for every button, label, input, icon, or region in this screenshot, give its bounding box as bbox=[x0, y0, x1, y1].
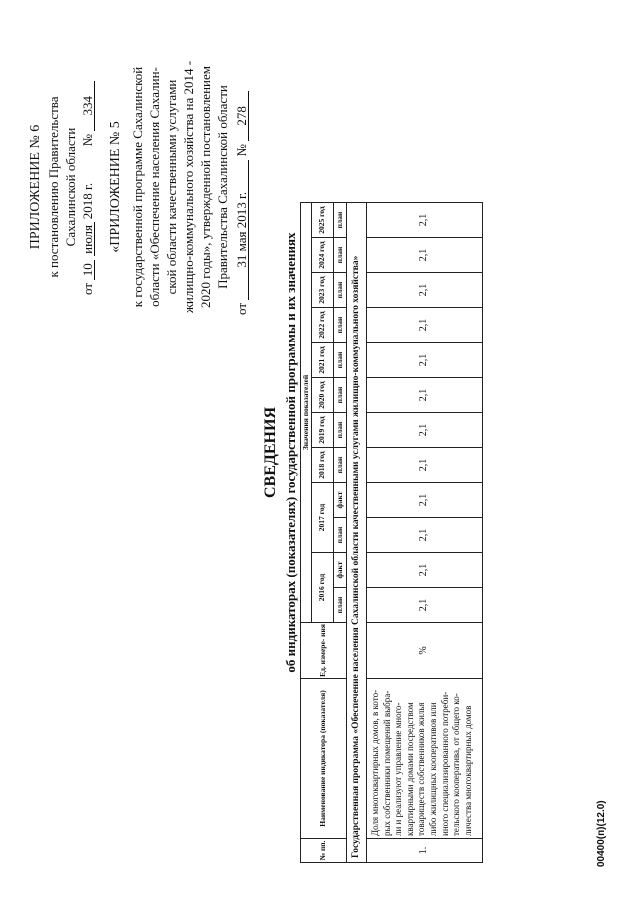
value-2021-plan: 2,1 bbox=[367, 343, 483, 378]
date-day: 10 bbox=[81, 260, 95, 280]
date-suffix: г. bbox=[80, 182, 95, 190]
header-plan: план bbox=[334, 588, 347, 623]
header-num: № пп. bbox=[301, 839, 347, 863]
quote-line-4: жилищно-коммунального хозяйства на 2014 - bbox=[181, 60, 196, 314]
appendix-line-3: Сахалинской области bbox=[63, 127, 78, 247]
quote-line-1: к государственной программе Сахалинской bbox=[130, 66, 145, 308]
header-year-2021: 2021 год bbox=[312, 343, 334, 378]
header-year-2018: 2018 год bbox=[312, 448, 334, 483]
indicator-line: тельского кооператива, от общего ко- bbox=[451, 693, 462, 836]
header-plan: план bbox=[334, 203, 347, 238]
indicators-table bbox=[300, 202, 483, 863]
row-unit: % bbox=[367, 623, 483, 679]
header-year-2023: 2023 год bbox=[312, 273, 334, 308]
value-2016-fact: 2,1 bbox=[367, 553, 483, 588]
value-2018-plan: 2,1 bbox=[367, 448, 483, 483]
date-month: июля bbox=[81, 222, 95, 256]
header-plan: план bbox=[334, 238, 347, 273]
header-plan: план bbox=[334, 308, 347, 343]
header-name: Наименование индикатора (показателя) bbox=[301, 679, 347, 839]
header-year-2022: 2022 год bbox=[312, 308, 334, 343]
header-year-2019: 2019 год bbox=[312, 413, 334, 448]
header-plan: план bbox=[334, 413, 347, 448]
quote-date-row bbox=[234, 91, 250, 315]
header-plan: план bbox=[334, 518, 347, 553]
decree-number: 334 bbox=[81, 81, 95, 131]
value-2016-plan: 2,1 bbox=[367, 588, 483, 623]
quote-line-3: ской области качественными услугами bbox=[164, 79, 179, 295]
appendix-title: ПРИЛОЖЕНИЕ № 6 bbox=[28, 124, 43, 250]
quote-line-2: области «Обеспечение населения Сахалин- bbox=[147, 67, 162, 307]
indicator-line: либо жилищных кооперативов или bbox=[427, 702, 438, 836]
header-year-2016: 2016 год bbox=[312, 553, 334, 623]
header-year-2025: 2025 год bbox=[312, 203, 334, 238]
value-2022-plan: 2,1 bbox=[367, 308, 483, 343]
quote-date: 31 мая 2013 г. bbox=[235, 160, 249, 300]
header-year-2020: 2020 год bbox=[312, 378, 334, 413]
appendix-line-2: к постановлению Правительства bbox=[46, 96, 61, 278]
quote-date-prefix: от bbox=[234, 302, 249, 315]
quote-line-5: 2020 годы», утвержденной постановлением bbox=[198, 66, 213, 308]
row-num: 1. bbox=[367, 839, 483, 863]
quote-line-6: Правительства Сахалинской области bbox=[215, 85, 230, 289]
quote-title: «ПРИЛОЖЕНИЕ № 5 bbox=[108, 121, 123, 253]
header-plan: план bbox=[334, 378, 347, 413]
header-year-2017: 2017 год bbox=[312, 483, 334, 553]
value-2020-plan: 2,1 bbox=[367, 378, 483, 413]
appendix-date-row bbox=[80, 81, 96, 295]
value-2017-fact: 2,1 bbox=[367, 483, 483, 518]
header-unit: Ед. измере- ния bbox=[301, 623, 347, 679]
document-subtitle: об индикаторах (показателях) государственной программы и их значениях bbox=[283, 232, 298, 673]
indicator-line: Доля многоквартирных домов, в кото- bbox=[370, 689, 380, 836]
header-plan: план bbox=[334, 273, 347, 308]
header-year-2024: 2024 год bbox=[312, 238, 334, 273]
indicator-line: иного специализированного потреби- bbox=[439, 691, 450, 836]
indicator-line: товариществ собственников жилья bbox=[416, 702, 427, 836]
value-2023-plan: 2,1 bbox=[367, 273, 483, 308]
header-values-group: Значения показателей bbox=[301, 203, 312, 623]
quote-number-sign: № bbox=[234, 144, 249, 157]
indicator-line: рых собственники помещений выбра- bbox=[381, 690, 392, 836]
number-sign: № bbox=[80, 133, 95, 147]
indicator-line: личества многоквартирных домов bbox=[462, 705, 473, 836]
table-row bbox=[367, 203, 483, 863]
header-plan: план bbox=[334, 343, 347, 378]
value-2024-plan: 2,1 bbox=[367, 238, 483, 273]
program-row: Государственная программа «Обеспечение населения Сахалинской области качественными услугами жилищно-коммунального хозяйства» bbox=[347, 203, 367, 863]
quote-number: 278 bbox=[235, 91, 249, 141]
document-title: СВЕДЕНИЯ bbox=[262, 406, 279, 499]
indicator-line: ли и реализуют управление много- bbox=[393, 702, 404, 836]
value-2025-plan: 2,1 bbox=[367, 203, 483, 238]
value-2017-plan: 2,1 bbox=[367, 518, 483, 553]
header-fact: факт bbox=[334, 553, 347, 588]
indicator-line: квартирными домами посредством bbox=[404, 702, 415, 836]
header-plan: план bbox=[334, 448, 347, 483]
date-year: 2018 bbox=[80, 193, 95, 220]
row-indicator-name bbox=[367, 679, 483, 839]
header-fact: факт bbox=[334, 483, 347, 518]
document-code: 00400(п)(12.0) bbox=[596, 800, 607, 867]
date-prefix: от bbox=[80, 282, 95, 295]
value-2019-plan: 2,1 bbox=[367, 413, 483, 448]
